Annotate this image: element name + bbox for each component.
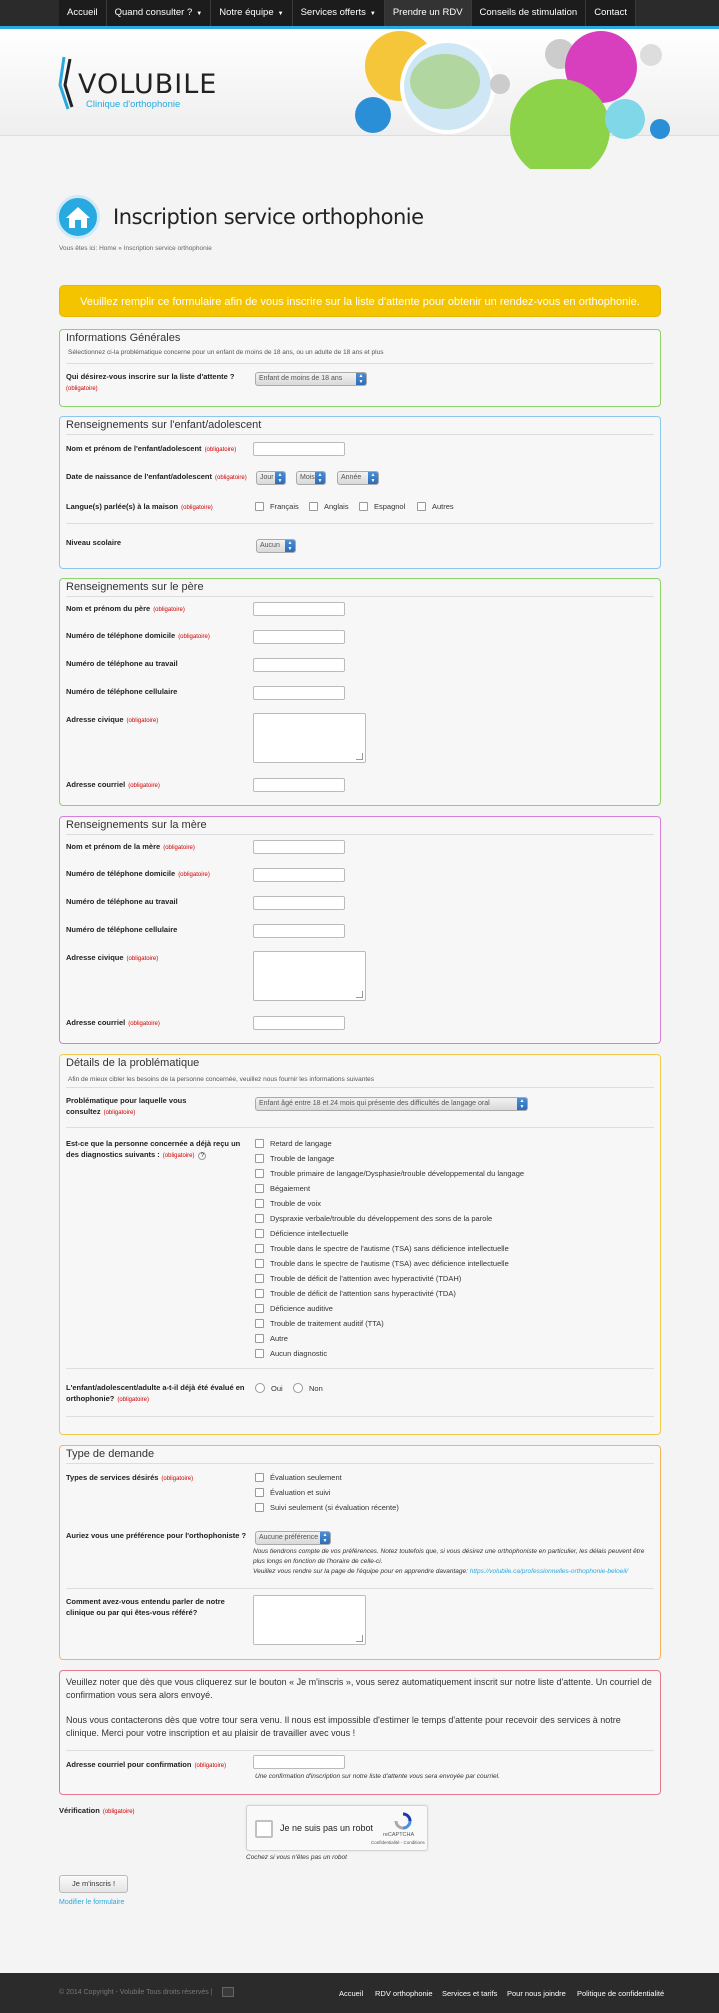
section-subtitle: Afin de mieux cibler les besoins de la personne concernée, veuillez nous fournir les informations suivantes — [68, 1076, 375, 1083]
nav-item-accueil[interactable] — [59, 0, 107, 26]
required-marker: (obligatoire) — [161, 1476, 194, 1482]
select-arrows-icon: ▲ ▼ — [315, 472, 325, 484]
nav-item-services-offerts[interactable] — [293, 0, 385, 26]
field-label — [66, 658, 178, 669]
checkbox[interactable] — [255, 1169, 264, 1178]
team-page-link[interactable]: https://volubile.ca/professionnelles-orthophonie-beloeil/ — [469, 1568, 629, 1575]
diag-checkbox[interactable] — [255, 1184, 310, 1193]
checkbox-label: Évaluation seulement — [270, 1473, 342, 1482]
radio-label: Non — [309, 1383, 323, 1393]
checkbox[interactable] — [255, 1199, 264, 1208]
checkbox[interactable] — [255, 1488, 264, 1497]
select-value: Jour — [260, 474, 274, 481]
checkbox[interactable] — [255, 1289, 264, 1298]
mother-name-input[interactable] — [253, 840, 345, 854]
field-label-text: Comment avez-vous entendu parler de notre clinique ou par qui êtes-vous référé? — [66, 1597, 225, 1617]
divider — [66, 1750, 654, 1751]
lang-checkbox-autres[interactable] — [417, 502, 454, 511]
select-arrows-icon: ▲ ▼ — [368, 472, 378, 484]
field-label-text: Langue(s) parlée(s) à la maison — [66, 502, 179, 511]
select-value: Enfant de moins de 18 ans — [259, 375, 343, 382]
diag-checkbox[interactable] — [255, 1289, 456, 1298]
section-subtitle: Sélectionnez ci-la problématique concerne pour un enfant de moins de 18 ans, ou un adulte de 18 ans et plus — [68, 349, 384, 356]
field-label-text: Numéro de téléphone domicile — [66, 631, 176, 640]
logo-name: VOLUBILE — [78, 69, 218, 100]
select-arrows-icon: ▲ ▼ — [275, 472, 285, 484]
checkbox[interactable] — [255, 1139, 264, 1148]
checkbox[interactable] — [255, 1229, 264, 1238]
nav-label: Contact — [594, 7, 627, 18]
section-child — [59, 416, 661, 569]
section-title: Détails de la problématique — [66, 1057, 200, 1069]
footer-link-accueil[interactable]: Accueil — [339, 1989, 364, 1998]
checkbox-label: Anglais — [324, 502, 349, 511]
field-label — [66, 471, 247, 484]
modify-form-link[interactable]: Modifier le formulaire — [59, 1899, 125, 1906]
field-label-text: Problématique pour laquelle vous consultez — [66, 1096, 187, 1116]
checkbox[interactable] — [255, 1304, 264, 1313]
nav-item-notre-equipe[interactable] — [211, 0, 292, 26]
divider — [66, 834, 654, 835]
select-value: Aucun — [260, 542, 280, 549]
checkbox[interactable] — [359, 502, 368, 511]
checkbox-label: Retard de langage — [270, 1139, 332, 1148]
checkbox-label: Déficience intellectuelle — [270, 1229, 349, 1238]
field-label — [66, 1095, 201, 1119]
nav-label: Conseils de stimulation — [479, 7, 578, 18]
nav-label: Prendre un RDV — [392, 7, 463, 18]
footer-link-contact[interactable]: Pour nous joindre — [507, 1989, 566, 1998]
divider — [66, 363, 654, 364]
section-title: Renseignements sur le père — [66, 581, 204, 593]
field-label-text: Types de services désirés — [66, 1473, 159, 1482]
diag-checkbox[interactable] — [255, 1229, 348, 1238]
field-label-text: Adresse civique — [66, 953, 124, 962]
required-marker: (obligatoire) — [102, 1809, 135, 1815]
confirmation-note: Une confirmation d'inscription sur notre liste d'attente vous sera envoyée par courriel. — [255, 1773, 500, 1780]
field-label — [66, 1596, 226, 1618]
field-label-text: Adresse courriel — [66, 780, 126, 789]
help-icon[interactable]: ? — [198, 1152, 206, 1160]
father-email-input[interactable] — [253, 778, 345, 792]
checkbox[interactable] — [309, 502, 318, 511]
field-label-text: Nom et prénom du père — [66, 604, 151, 613]
consult-reason-select[interactable] — [255, 1097, 528, 1111]
field-label-text: L'enfant/adolescent/adulte a-t-il déjà été évalué en orthophonie? — [66, 1383, 245, 1403]
nav-item-quand-consulter[interactable] — [107, 0, 212, 26]
footer-link-privacy[interactable]: Politique de confidentialité — [577, 1989, 665, 1998]
father-work-phone-input[interactable] — [253, 658, 345, 672]
checkbox[interactable] — [255, 1259, 264, 1268]
logo-mark-icon — [58, 55, 78, 111]
footer-link-rdv[interactable]: RDV orthophonie — [375, 1989, 433, 1998]
section-problem — [59, 1054, 661, 1435]
recaptcha-terms[interactable]: Confidentialité - Conditions — [371, 1840, 425, 1845]
diag-checkbox[interactable] — [255, 1169, 524, 1178]
checkbox[interactable] — [255, 1473, 264, 1482]
checkbox-label: Trouble dans le spectre de l'autisme (TSA) sans déficience intellectuelle — [270, 1244, 509, 1253]
field-label — [66, 1759, 226, 1772]
select-arrows-icon: ▲ ▼ — [285, 540, 295, 552]
checkbox[interactable] — [255, 1503, 264, 1512]
who-select[interactable] — [255, 372, 367, 386]
required-marker: (obligatoire) — [215, 475, 247, 481]
checkbox[interactable] — [255, 502, 264, 511]
diag-checkbox[interactable] — [255, 1244, 509, 1253]
checkbox[interactable] — [255, 1214, 264, 1223]
referral-textarea[interactable] — [253, 1595, 366, 1645]
required-marker: (obligatoire) — [117, 1397, 150, 1403]
lang-checkbox-anglais[interactable] — [309, 502, 349, 511]
field-label-text: Numéro de téléphone domicile — [66, 869, 176, 878]
select-value: Aucune préférence — [259, 1534, 319, 1541]
diag-checkbox[interactable] — [255, 1214, 492, 1223]
checkbox-label: Autre — [270, 1334, 288, 1343]
child-name-input[interactable] — [253, 442, 345, 456]
field-label-text: Numéro de téléphone cellulaire — [66, 925, 178, 934]
nav-label: Quand consulter ? — [114, 7, 193, 18]
pref-note-text-2: Veuillez vous rendre sur la page de l'équipe pour en apprendre davantage: — [253, 1568, 468, 1575]
field-label-text: Numéro de téléphone au travail — [66, 659, 178, 668]
checkbox-label: Français — [270, 502, 299, 511]
logo-subtitle: Clinique d'orthophonie — [86, 99, 181, 110]
field-label — [66, 952, 158, 965]
nav-label: Services offerts — [300, 7, 366, 18]
required-marker: (obligatoire) — [126, 718, 159, 724]
required-marker: (obligatoire) — [162, 1153, 195, 1159]
required-marker: (obligatoire) — [153, 607, 185, 613]
field-label — [66, 1017, 160, 1030]
diag-checkbox[interactable] — [255, 1259, 509, 1268]
divider — [66, 1368, 654, 1369]
recaptcha-widget — [246, 1805, 428, 1851]
checkbox[interactable] — [255, 1244, 264, 1253]
contact-paragraph: Nous vous contacterons dès que votre tour sera venu. Il nous est impossible d'estimer le temps d'attente pour recevoir des services à notre clinique. Merci pour votre inscription et au plaisir de travailler avec vous ! — [66, 1715, 621, 1738]
section-title: Type de demande — [66, 1448, 155, 1460]
checkbox[interactable] — [255, 1349, 264, 1358]
required-marker: (obligatoire) — [128, 783, 160, 789]
pref-note — [253, 1547, 653, 1577]
checkbox-label: Déficience auditive — [270, 1304, 333, 1313]
footer-link-services[interactable]: Services et tarifs — [442, 1989, 498, 1998]
checkbox[interactable] — [255, 1334, 264, 1343]
diag-checkbox[interactable] — [255, 1199, 321, 1208]
required-marker: (obligatoire) — [128, 1021, 160, 1027]
required-marker: (obligatoire) — [103, 1110, 136, 1116]
field-label — [66, 896, 178, 907]
required-marker: (obligatoire) — [66, 386, 98, 392]
recaptcha-checkbox[interactable] — [255, 1820, 273, 1838]
confirmation-email-input[interactable] — [253, 1755, 345, 1769]
father-name-input[interactable] — [253, 602, 345, 616]
diag-checkbox[interactable] — [255, 1154, 334, 1163]
required-marker: (obligatoire) — [126, 956, 159, 962]
checkbox-label: Dyspraxie verbale/trouble du développement des sons de la parole — [270, 1214, 493, 1223]
nav-item-conseils[interactable] — [472, 0, 587, 26]
section-title: Informations Générales — [66, 332, 181, 344]
checkbox-label: Trouble de déficit de l'attention sans hyperactivité (TDA) — [270, 1289, 456, 1298]
radio-button[interactable] — [255, 1383, 265, 1393]
checkbox[interactable] — [255, 1274, 264, 1283]
divider — [66, 1463, 654, 1464]
section-general — [59, 329, 661, 407]
divider — [66, 1087, 654, 1088]
diag-checkbox[interactable] — [255, 1349, 327, 1358]
field-label — [66, 1472, 193, 1485]
checkbox-label: Bégaiement — [270, 1184, 311, 1193]
required-marker: (obligatoire) — [181, 505, 213, 511]
service-checkbox[interactable] — [255, 1488, 330, 1497]
checkbox[interactable] — [255, 1319, 264, 1328]
required-marker: (obligatoire) — [194, 1763, 227, 1769]
field-label — [59, 1805, 135, 1818]
recaptcha-brand: reCAPTCHA — [383, 1832, 415, 1838]
diag-checkbox[interactable] — [255, 1304, 333, 1313]
recaptcha-label: Je ne suis pas un robot — [280, 1823, 374, 1833]
lang-checkbox-francais[interactable] — [255, 502, 299, 511]
nav-label: Accueil — [67, 7, 98, 18]
checkbox-label: Évaluation et suivi — [270, 1488, 331, 1497]
select-value: Enfant âgé entre 18 et 24 mois qui présente des difficultés de langage oral — [259, 1100, 490, 1107]
field-label-text: Date de naissance de l'enfant/adolescent — [66, 472, 213, 481]
checkbox[interactable] — [255, 1184, 264, 1193]
required-marker: (obligatoire) — [178, 634, 210, 640]
recaptcha-note: Cochez si vous n'êtes pas un robot — [246, 1854, 347, 1861]
divider — [66, 434, 654, 435]
divider — [66, 596, 654, 597]
field-label-text: Numéro de téléphone cellulaire — [66, 687, 178, 696]
caret-down-icon: ▼ — [196, 11, 203, 17]
nav-label: Notre équipe — [219, 7, 274, 18]
divider — [66, 523, 654, 524]
checkbox[interactable] — [417, 502, 426, 511]
radio-button[interactable] — [293, 1383, 303, 1393]
footer-copyright: © 2014 Copyright - Volubile Tous droits réservés | — [59, 1989, 213, 1996]
field-label-text: Nom et prénom de l'enfant/adolescent — [66, 444, 202, 453]
field-label-text: Numéro de téléphone au travail — [66, 897, 178, 906]
field-label-text: Auriez vous une préférence pour l'orthophoniste ? — [66, 1531, 247, 1540]
field-label — [66, 1530, 246, 1541]
header-bubbles-illustration — [350, 29, 719, 169]
field-label — [66, 779, 160, 792]
field-label-text: Vérification — [59, 1806, 100, 1815]
nav-item-contact[interactable] — [586, 0, 636, 26]
select-value: Mois — [300, 474, 315, 481]
field-label — [66, 603, 185, 616]
field-label-text: Adresse courriel pour confirmation — [66, 1760, 192, 1769]
page-title: Inscription service orthophonie — [113, 205, 424, 229]
diag-checkbox[interactable] — [255, 1334, 288, 1343]
field-label — [66, 630, 210, 643]
main-nav — [59, 0, 636, 26]
checkbox-label: Trouble de traitement auditif (TTA) — [270, 1319, 384, 1328]
checkbox-label: Aucun diagnostic — [270, 1349, 328, 1358]
section-confirmation — [59, 1670, 661, 1795]
site-footer — [0, 1973, 719, 2013]
field-label-text: Est-ce que la personne concernée a déjà reçu un des diagnostics suivants : — [66, 1139, 241, 1159]
required-marker: (obligatoire) — [163, 845, 195, 851]
mother-email-input[interactable] — [253, 1016, 345, 1030]
lang-checkbox-espagnol[interactable] — [359, 502, 405, 511]
field-label — [66, 371, 246, 395]
notice-banner: Veuillez remplir ce formulaire afin de vous inscrire sur la liste d'attente pour obtenir un rendez-vous en orthophonie. — [59, 285, 661, 317]
service-checkbox[interactable] — [255, 1503, 399, 1512]
field-label — [66, 443, 236, 456]
field-label — [66, 1382, 251, 1406]
field-label — [66, 841, 195, 854]
field-label — [66, 1138, 246, 1162]
checkbox-label: Autres — [432, 502, 454, 511]
required-marker: (obligatoire) — [178, 872, 210, 878]
caret-down-icon: ▼ — [277, 11, 284, 17]
checkbox[interactable] — [255, 1154, 264, 1163]
field-label — [66, 868, 210, 881]
section-demand — [59, 1445, 661, 1660]
breadcrumb: Vous êtes ici: Home » Inscription service orthophonie — [59, 245, 212, 252]
field-label — [66, 686, 177, 697]
service-checkbox[interactable] — [255, 1473, 342, 1482]
select-arrows-icon: ▲ ▼ — [320, 1532, 330, 1544]
dob-month-select[interactable] — [296, 471, 326, 485]
checkbox-label: Trouble primaire de langage/Dysphasie/trouble développemental du langage — [270, 1169, 525, 1178]
radio-label: Oui — [271, 1383, 283, 1393]
divider — [66, 1588, 654, 1589]
submit-button[interactable]: Je m'inscris ! — [59, 1875, 128, 1893]
nav-item-prendre-rdv[interactable] — [385, 0, 472, 26]
divider — [66, 1416, 654, 1417]
dob-year-select[interactable] — [337, 471, 379, 485]
section-title: Renseignements sur l'enfant/adolescent — [66, 419, 262, 431]
school-level-select[interactable] — [256, 539, 296, 553]
field-label-text: Adresse civique — [66, 715, 124, 724]
field-label — [66, 501, 213, 514]
footer-badge-icon — [222, 1987, 234, 1997]
divider — [66, 1127, 654, 1128]
mother-work-phone-input[interactable] — [253, 896, 345, 910]
checkbox-label: Trouble de voix — [270, 1199, 321, 1208]
checkbox-label: Espagnol — [374, 502, 406, 511]
field-label-text: Niveau scolaire — [66, 538, 122, 547]
pref-note-text: Nous tiendrons compte de vos préférences. Notez toutefois que, si vous désirez une orthophoniste en particulier, les délais peuvent être plus longs en fonction de l'horaire de celle-ci. — [253, 1548, 645, 1565]
evaluated-radio-no[interactable] — [293, 1383, 323, 1393]
mother-cell-phone-input[interactable] — [253, 924, 345, 938]
home-icon — [56, 195, 100, 239]
father-address-textarea[interactable] — [253, 713, 366, 763]
father-cell-phone-input[interactable] — [253, 686, 345, 700]
field-label — [66, 924, 177, 935]
select-arrows-icon: ▲ ▼ — [517, 1098, 527, 1110]
checkbox-label: Trouble de déficit de l'attention avec hyperactivité (TDAH) — [270, 1274, 462, 1283]
section-mother — [59, 816, 661, 1044]
dob-day-select[interactable] — [256, 471, 286, 485]
field-label-text: Adresse courriel — [66, 1018, 126, 1027]
checkbox-label: Trouble dans le spectre de l'autisme (TSA) avec déficience intellectuelle — [270, 1259, 509, 1268]
select-arrows-icon: ▲ ▼ — [356, 373, 366, 385]
diag-checkbox[interactable] — [255, 1139, 332, 1148]
checkbox-label: Trouble de langage — [270, 1154, 335, 1163]
therapist-pref-select[interactable] — [255, 1531, 331, 1545]
recaptcha-logo-icon — [394, 1812, 412, 1830]
section-title: Renseignements sur la mère — [66, 819, 207, 831]
field-label-text: Qui désirez-vous inscrire sur la liste d'attente ? — [66, 372, 235, 381]
section-father — [59, 578, 661, 806]
required-marker: (obligatoire) — [204, 447, 237, 453]
field-label-text: Nom et prénom de la mère — [66, 842, 161, 851]
mother-address-textarea[interactable] — [253, 951, 366, 1001]
caret-down-icon: ▼ — [369, 11, 376, 17]
diag-checkbox[interactable] — [255, 1274, 461, 1283]
field-label — [66, 537, 121, 548]
mother-home-phone-input[interactable] — [253, 868, 345, 882]
field-label — [66, 714, 158, 727]
diag-checkbox[interactable] — [255, 1319, 384, 1328]
select-value: Année — [341, 474, 362, 481]
father-home-phone-input[interactable] — [253, 630, 345, 644]
confirmation-paragraph: Veuillez noter que dès que vous cliquerez sur le bouton « Je m'inscris », vous serez automatiquement inscrit sur notre liste d'attente. Un courriel de confirmation vous sera alors envoyé. — [66, 1677, 652, 1700]
checkbox-label: Suivi seulement (si évaluation récente) — [270, 1503, 399, 1512]
evaluated-radio-yes[interactable] — [255, 1383, 283, 1393]
